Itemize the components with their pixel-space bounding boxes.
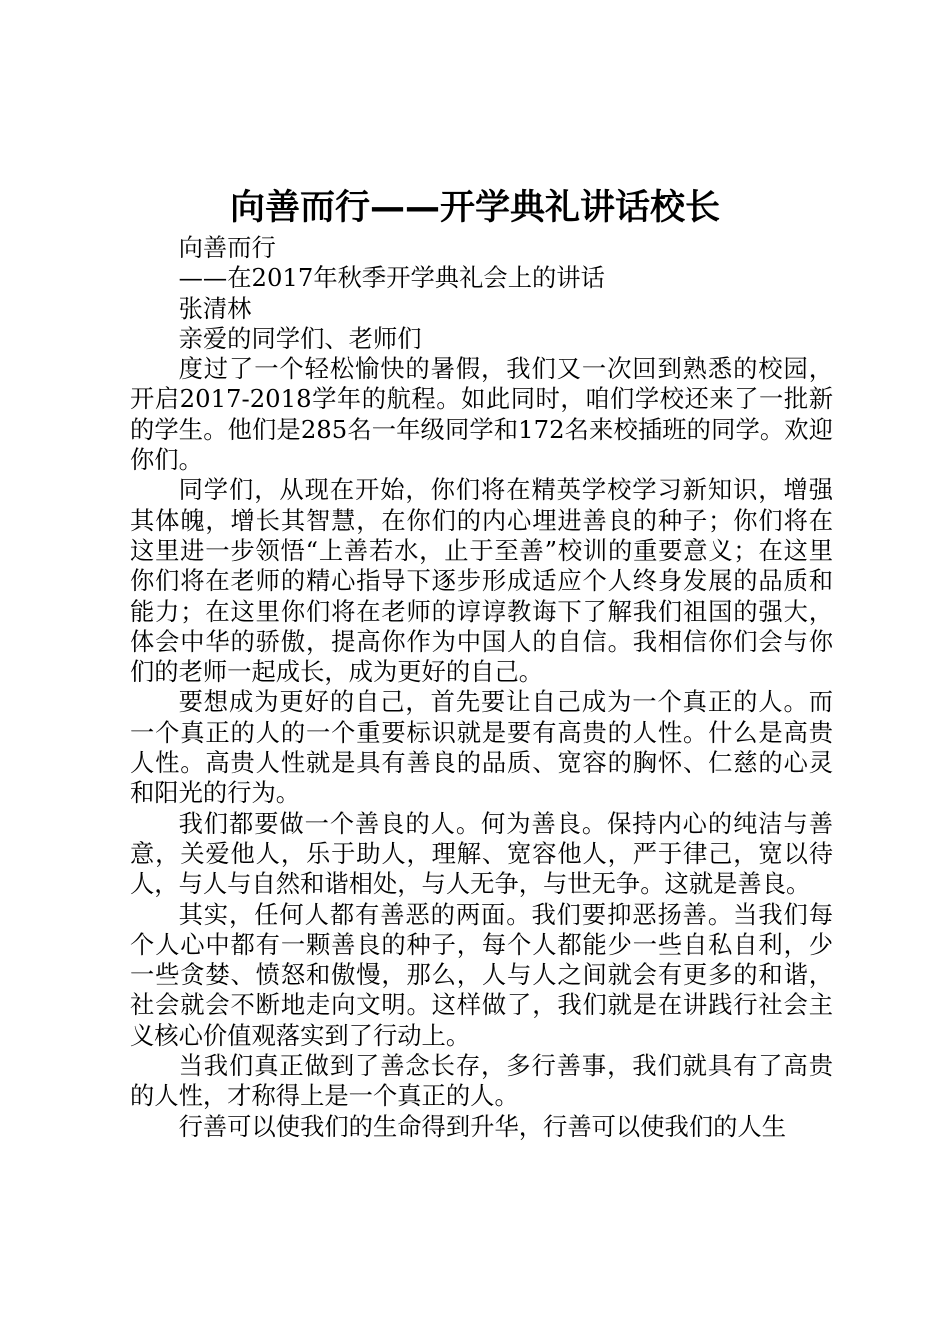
paragraph: 度过了一个轻松愉快的暑假，我们又一次回到熟悉的校园，开启2017-2018学年的航程。如此同时，咱们学校还来了一批新的学生。他们是285名一年级同学和172名来校插班的同学。欢迎你们。 — [130, 354, 833, 475]
paragraph-salutation: 亲爱的同学们、老师们 — [178, 323, 422, 353]
paragraph-subtitle: ——在2017年秋季开学典礼会上的讲话 — [178, 263, 605, 293]
paragraph: 要想成为更好的自己，首先要让自己成为一个真正的人。而一个真正的人的一个重要标识就是要有高贵的人性。什么是高贵人性。高贵人性就是具有善良的品质、宽容的胸怀、仁慈的心灵和阳光的行为。 — [130, 687, 833, 808]
paragraph: 我们都要做一个善良的人。何为善良。保持内心的纯洁与善意，关爱他人，乐于助人，理解、宽容他人，严于律己，宽以待人，与人与自然和谐相处，与人无争，与世无争。这就是善良。 — [130, 808, 833, 899]
paragraph: 其实，任何人都有善恶的两面。我们要抑恶扬善。当我们每个人心中都有一颗善良的种子，每个人都能少一些自私自利，少一些贪婪、愤怒和傲慢，那么，人与人之间就会有更多的和谐，社会就会不断地走向文明。这样做了，我们就是在讲践行社会主义核心价值观落实到了行动上。 — [130, 899, 833, 1050]
paragraph: 当我们真正做到了善念长存，多行善事，我们就具有了高贵的人性，才称得上是一个真正的人。 — [130, 1051, 833, 1111]
paragraph-author: 张清林 — [178, 293, 252, 323]
document-title: 向善而行——开学典礼讲话校长 — [229, 188, 720, 228]
document-body — [130, 233, 833, 1142]
paragraph-heading: 向善而行 — [178, 233, 276, 262]
paragraph: 同学们，从现在开始，你们将在精英学校学习新知识，增强其体魄，增长其智慧，在你们的内心埋进善良的种子；你们将在这里进一步领悟“上善若水，止于至善”校训的重要意义；在这里你们将在老师的精心指导下逐步形成适应个人终身发展的品质和能力；在这里你们将在老师的谆谆教诲下了解我们祖国的强大，体会中华的骄傲，提高你作为中国人的自信。我相信你们会与你们的老师一起成长，成为更好的自己。 — [130, 475, 833, 687]
paragraph: 行善可以使我们的生命得到升华，行善可以使我们的人生 — [178, 1111, 787, 1141]
